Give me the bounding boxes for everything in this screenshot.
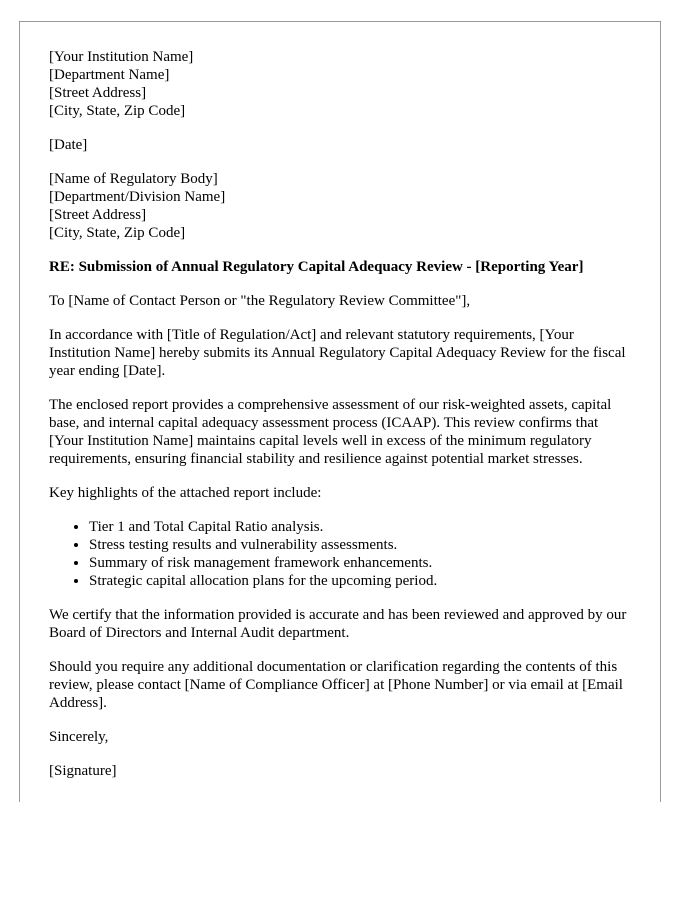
recipient-address — [49, 170, 632, 242]
sender-address — [49, 48, 632, 120]
letter-page — [19, 21, 661, 802]
certification-paragraph: We certify that the information provided is accurate and has been reviewed and approved by our Board of Directors and Internal Audit department. — [49, 607, 627, 641]
report-paragraph: The enclosed report provides a comprehensive assessment of our risk-weighted assets, capital base, and internal capital adequacy assessment process (ICAAP). This review confirms that [Your Institution Name] maintains capital levels well in excess of the minimum regulatory requirements, ensuring financial stability and resilience against potential market stresses. — [49, 397, 612, 467]
highlight-item: • Stress testing results and vulnerability assessments. — [89, 536, 632, 554]
letter-date-block — [49, 136, 632, 154]
letter-content — [49, 48, 632, 780]
highlight-item: • Strategic capital allocation plans for the upcoming period. — [89, 572, 632, 590]
sender-street-address: [Street Address] — [49, 85, 147, 101]
sender-department-name: [Department Name] — [49, 67, 170, 83]
sender-city-state-zip: [City, State, Zip Code] — [49, 103, 186, 119]
salutation: To [Name of Contact Person or "the Regulatory Review Committee"], — [49, 293, 471, 309]
highlights-list — [49, 518, 632, 590]
signature-placeholder: [Signature] — [49, 763, 117, 779]
subject-line: RE: Submission of Annual Regulatory Capital Adequacy Review - [Reporting Year] — [49, 259, 584, 275]
highlights-intro: Key highlights of the attached report include: — [49, 485, 322, 501]
recipient-regulatory-body: [Name of Regulatory Body] — [49, 171, 218, 187]
recipient-street-address: [Street Address] — [49, 207, 147, 223]
highlight-item: • Summary of risk management framework enhancements. — [89, 554, 632, 572]
closing: Sincerely, — [49, 729, 109, 745]
highlight-item: • Tier 1 and Total Capital Ratio analysis. — [89, 518, 632, 536]
intro-paragraph: In accordance with [Title of Regulation/Act] and relevant statutory requirements, [Your Institution Name] hereby submits its Annual Regulatory Capital Adequacy Review for the fiscal year ending [Date]. — [49, 327, 626, 379]
recipient-city-state-zip: [City, State, Zip Code] — [49, 225, 186, 241]
letter-date: [Date] — [49, 137, 88, 153]
recipient-division-name: [Department/Division Name] — [49, 189, 226, 205]
contact-paragraph: Should you require any additional documentation or clarification regarding the contents of this review, please contact [Name of Compliance Officer] at [Phone Number] or via email at [Email Address]. — [49, 659, 623, 711]
sender-institution-name: [Your Institution Name] — [49, 49, 194, 65]
